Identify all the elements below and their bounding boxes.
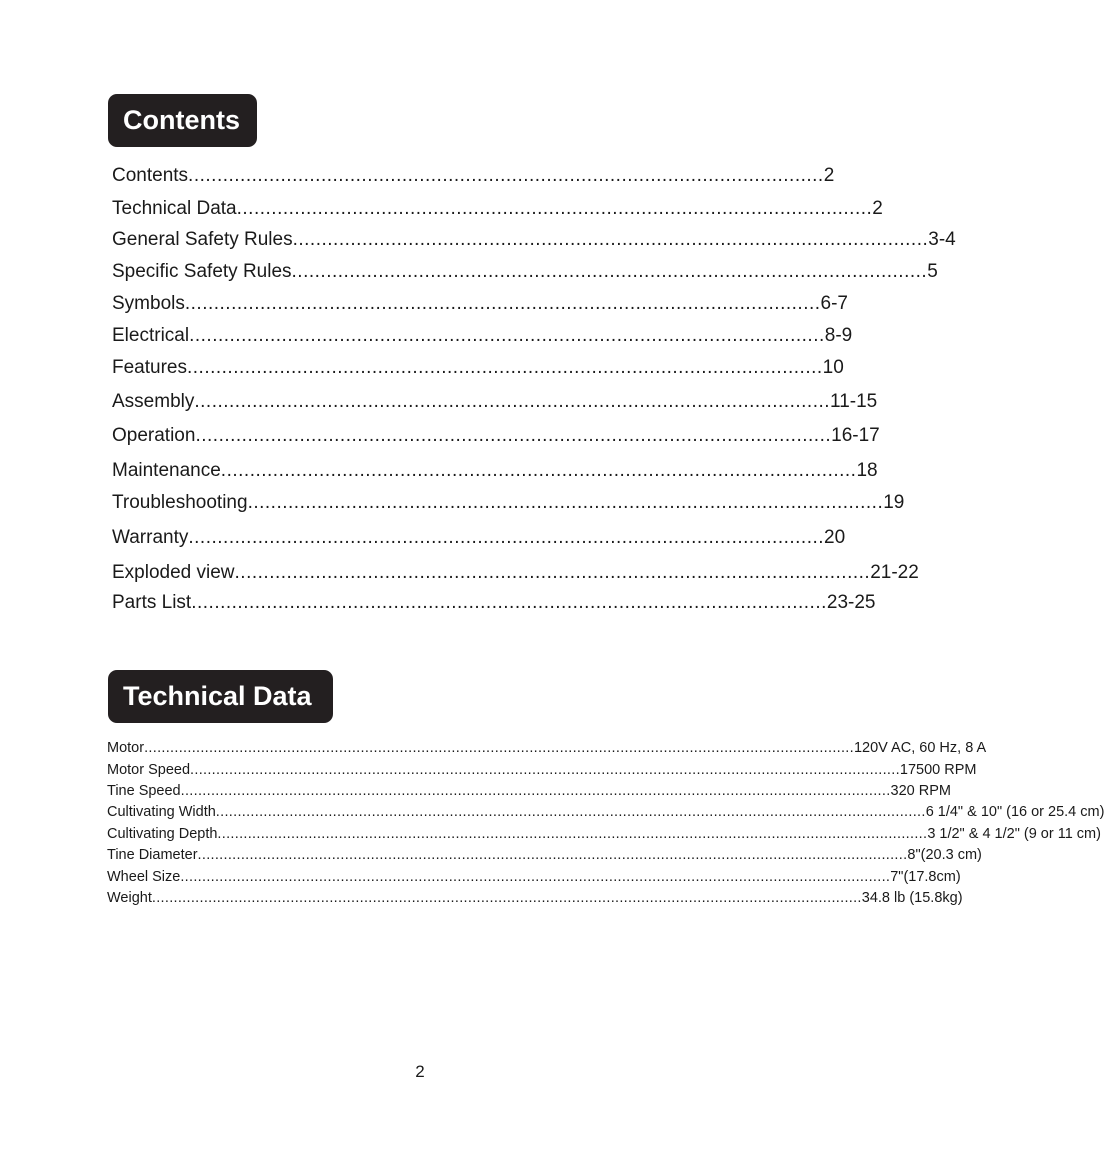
dot-leader: .............................................................................................................. xyxy=(234,562,871,583)
contents-heading: Contents xyxy=(108,94,257,147)
dot-leader: .............................................................................................................. xyxy=(189,325,825,346)
toc-entry-technical-data[interactable] xyxy=(112,197,883,221)
spec-row-motor xyxy=(107,739,987,757)
toc-label: Contents xyxy=(112,165,189,186)
toc-entry-maintenance[interactable] xyxy=(112,459,878,483)
toc-entry-features[interactable] xyxy=(112,356,844,380)
spec-value: 7"(17.8cm) xyxy=(890,869,961,885)
toc-label: Warranty xyxy=(112,527,189,548)
toc-page: 19 xyxy=(883,492,905,513)
spec-row-motor-speed xyxy=(107,761,977,779)
spec-label: Cultivating Depth xyxy=(107,826,218,842)
toc-entry-warranty[interactable] xyxy=(112,526,846,550)
dot-leader: .............................................................................................................. xyxy=(292,229,929,250)
toc-page: 5 xyxy=(927,261,938,282)
dot-leader: .............................................................................................................. xyxy=(236,198,873,219)
toc-label: General Safety Rules xyxy=(112,229,293,250)
spec-label: Wheel Size xyxy=(107,869,181,885)
spec-label: Motor Speed xyxy=(107,762,191,778)
toc-page: 8-9 xyxy=(824,325,853,346)
toc-label: Electrical xyxy=(112,325,190,346)
dot-leader: .................................................................................................................................................................... xyxy=(215,804,926,820)
spec-row-tine-diameter xyxy=(107,846,982,864)
toc-entry-parts-list[interactable] xyxy=(112,591,876,615)
dot-leader: .............................................................................................................. xyxy=(291,261,928,282)
dot-leader: .............................................................................................................. xyxy=(188,165,824,186)
toc-label: Parts List xyxy=(112,592,192,613)
toc-label: Technical Data xyxy=(112,198,237,219)
dot-leader: .................................................................................................................................................................... xyxy=(151,890,862,906)
toc-page: 2 xyxy=(823,165,835,186)
spec-label: Tine Diameter xyxy=(107,847,198,863)
toc-entry-exploded-view[interactable] xyxy=(112,561,919,585)
toc-page: 23-25 xyxy=(826,592,876,613)
spec-value: 8"(20.3 cm) xyxy=(907,847,982,863)
dot-leader: .................................................................................................................................................................... xyxy=(190,762,900,778)
dot-leader: .................................................................................................................................................................... xyxy=(180,783,891,799)
spec-value: 34.8 lb (15.8kg) xyxy=(861,890,963,906)
toc-page: 18 xyxy=(856,460,878,481)
toc-page: 20 xyxy=(824,527,846,548)
toc-label: Maintenance xyxy=(112,460,221,481)
toc-page: 3-4 xyxy=(928,229,956,250)
spec-row-cultivating-width xyxy=(107,803,1104,821)
spec-label: Cultivating Width xyxy=(107,804,216,820)
dot-leader: .................................................................................................................................................................... xyxy=(144,740,854,756)
toc-page: 6-7 xyxy=(820,293,848,314)
toc-label: Features xyxy=(112,357,187,378)
technical-data-heading: Technical Data xyxy=(108,670,333,723)
toc-label: Troubleshooting xyxy=(112,492,248,513)
toc-entry-electrical[interactable] xyxy=(112,324,853,348)
toc-page: 2 xyxy=(872,198,883,219)
dot-leader: .................................................................................................................................................................... xyxy=(180,869,891,885)
page-number: 2 xyxy=(415,1062,425,1081)
dot-leader: .................................................................................................................................................................... xyxy=(217,826,928,842)
spec-label: Tine Speed xyxy=(107,783,181,799)
toc-entry-contents[interactable] xyxy=(112,164,835,188)
spec-value: 3 1/2" & 4 1/2" (9 or 11 cm) xyxy=(927,826,1101,842)
toc-page: 16-17 xyxy=(831,425,880,446)
spec-label: Motor xyxy=(107,740,145,756)
toc-entry-assembly[interactable] xyxy=(112,390,878,414)
spec-value: 17500 RPM xyxy=(899,762,977,778)
spec-label: Weight xyxy=(107,890,152,906)
toc-entry-operation[interactable] xyxy=(112,424,880,448)
toc-label: Exploded view xyxy=(112,562,235,583)
toc-entry-specific-safety-rules[interactable] xyxy=(112,260,938,284)
dot-leader: .............................................................................................................. xyxy=(188,527,825,548)
toc-entry-general-safety-rules[interactable] xyxy=(112,228,956,252)
dot-leader: .............................................................................................................. xyxy=(191,592,827,613)
spec-row-wheel-size xyxy=(107,868,961,886)
toc-entry-troubleshooting[interactable] xyxy=(112,491,905,515)
toc-label: Symbols xyxy=(112,293,185,314)
spec-value: 320 RPM xyxy=(890,783,951,799)
spec-row-tine-speed xyxy=(107,782,951,800)
toc-label: Assembly xyxy=(112,391,195,412)
toc-page: 21-22 xyxy=(870,562,919,583)
spec-value: 6 1/4" & 10" (16 or 25.4 cm) xyxy=(925,804,1104,820)
toc-entry-symbols[interactable] xyxy=(112,292,848,316)
dot-leader: .............................................................................................................. xyxy=(186,357,823,378)
dot-leader: .............................................................................................................. xyxy=(184,293,821,314)
toc-label: Operation xyxy=(112,425,196,446)
toc-label: Specific Safety Rules xyxy=(112,261,292,282)
toc-page: 10 xyxy=(822,357,844,378)
spec-value: 120V AC, 60 Hz, 8 A xyxy=(853,740,987,756)
dot-leader: .............................................................................................................. xyxy=(194,391,831,412)
toc-page: 11-15 xyxy=(830,391,878,412)
dot-leader: .................................................................................................................................................................... xyxy=(197,847,908,863)
spec-row-cultivating-depth xyxy=(107,825,1101,843)
dot-leader: .............................................................................................................. xyxy=(220,460,857,481)
dot-leader: .............................................................................................................. xyxy=(247,492,884,513)
spec-row-weight xyxy=(107,889,963,907)
dot-leader: .............................................................................................................. xyxy=(195,425,832,446)
